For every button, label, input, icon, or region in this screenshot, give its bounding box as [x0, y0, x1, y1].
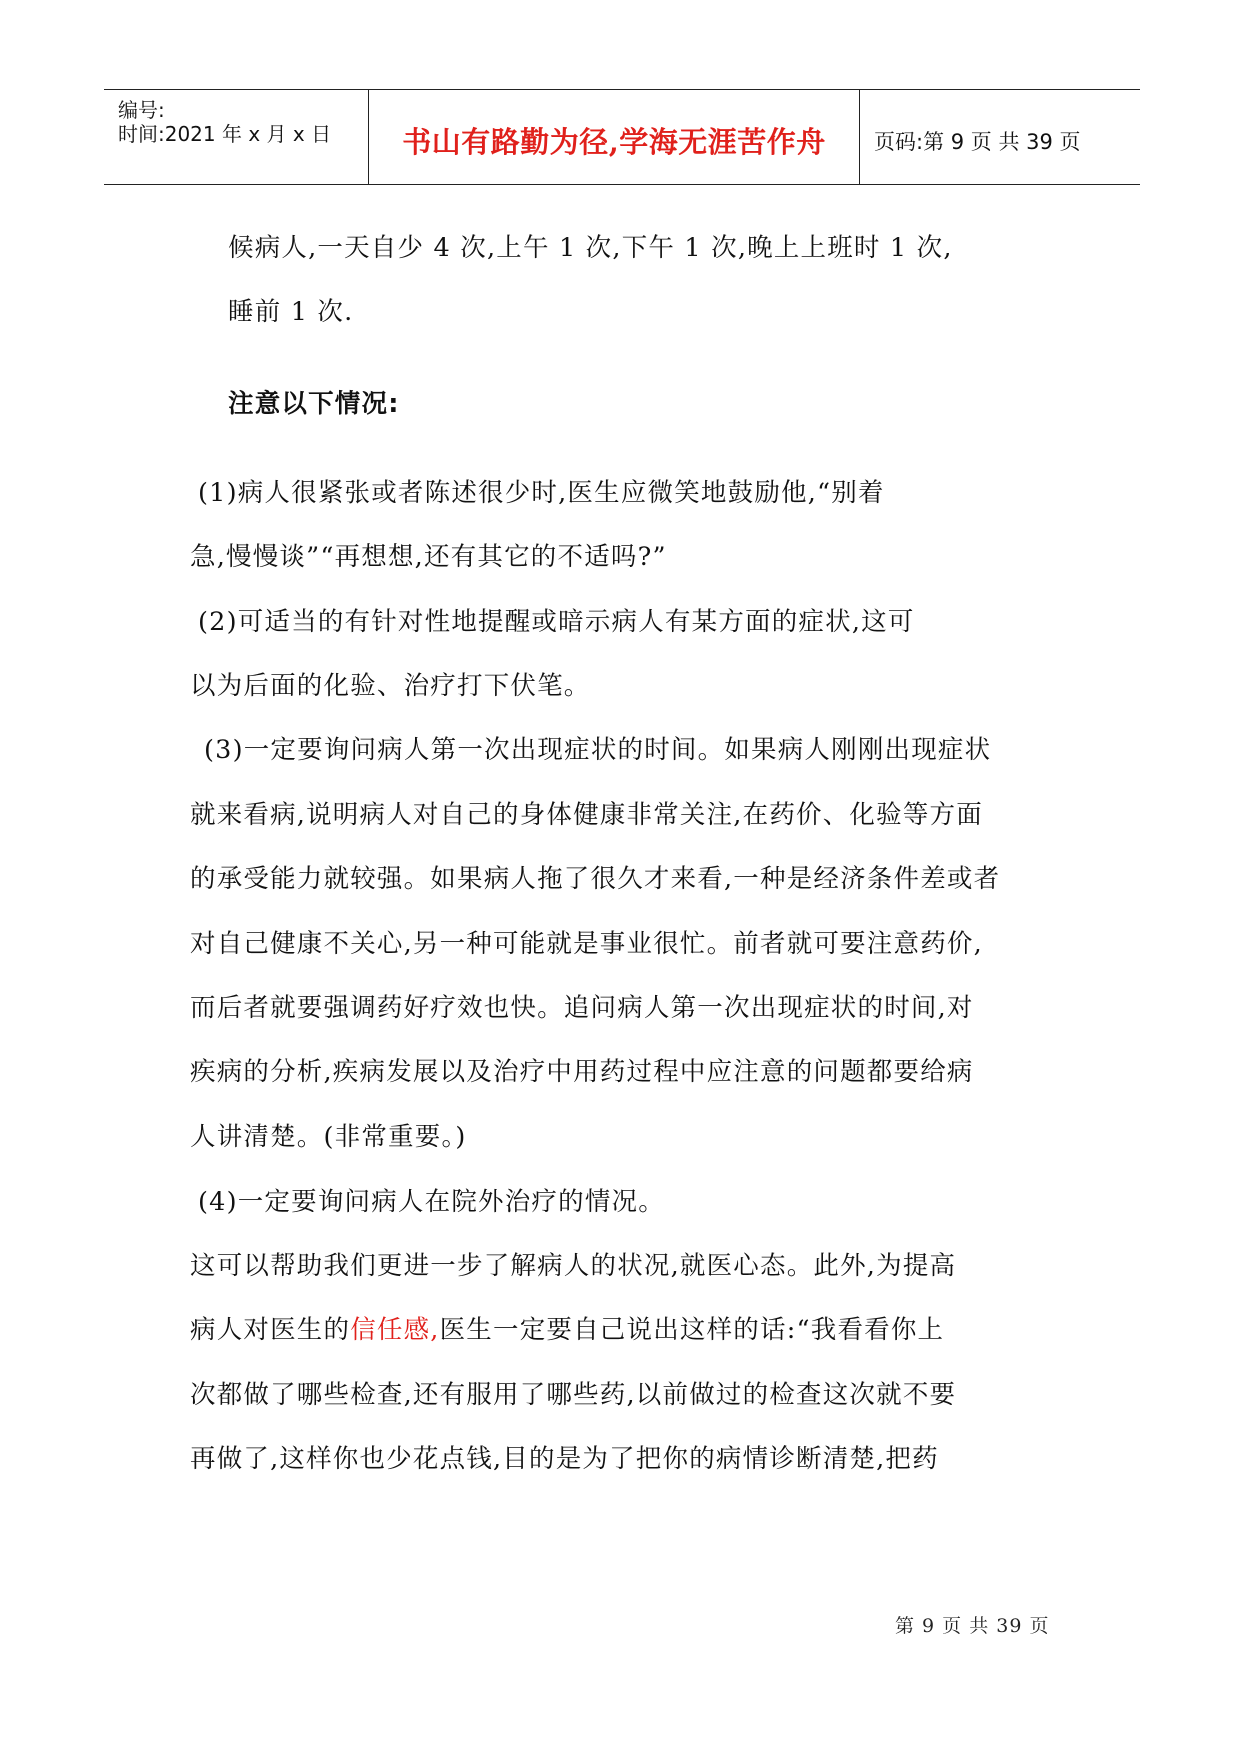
body-line: (1)病人很紧张或者陈述很少时,医生应微笑地鼓励他,“别着 — [198, 478, 885, 508]
body-line: 急,慢慢谈”“再想想,还有其它的不适吗?” — [190, 542, 667, 572]
motto-text: 书山有路勤为径,学海无涯苦作舟 — [402, 125, 826, 159]
header-motto-cell — [368, 90, 860, 184]
header-info-cell — [104, 90, 368, 184]
body-line: 人讲清楚。(非常重要。) — [190, 1122, 467, 1152]
body-line: (2)可适当的有针对性地提醒或暗示病人有某方面的症状,这可 — [198, 607, 915, 637]
body-line: 这可以帮助我们更进一步了解病人的状况,就医心态。此外,为提高 — [190, 1251, 957, 1281]
body-line: (4)一定要询问病人在院外治疗的情况。 — [198, 1187, 665, 1217]
body-line: 而后者就要强调药好疗效也快。追问病人第一次出现症状的时间,对 — [190, 993, 974, 1023]
body-line: 次都做了哪些检查,还有服用了哪些药,以前做过的检查这次就不要 — [190, 1380, 957, 1410]
body-line — [190, 1310, 944, 1346]
body-line: 候病人,一天自少 4 次,上午 1 次,下午 1 次,晚上上班时 1 次, — [228, 233, 953, 263]
body-line: 就来看病,说明病人对自己的身体健康非常关注,在药价、化验等方面 — [190, 800, 983, 830]
body-line: 睡前 1 次. — [228, 297, 354, 327]
serial-label: 编号: — [118, 98, 165, 122]
body-line: 再做了,这样你也少花点钱,目的是为了把你的病情诊断清楚,把药 — [190, 1444, 939, 1474]
body-line: 以为后面的化验、治疗打下伏笔。 — [190, 671, 591, 701]
body-text: 医生一定要自己说出这样的话:“我看看你上 — [439, 1315, 945, 1345]
body-text: 病人对医生的 — [190, 1315, 351, 1345]
page-footer: 第 9 页 共 39 页 — [895, 1615, 1050, 1637]
page-header — [104, 89, 1140, 185]
header-page-cell — [860, 90, 1140, 184]
highlight-trust: 信任感, — [350, 1315, 440, 1345]
body-line: (3)一定要询问病人第一次出现症状的时间。如果病人刚刚出现症状 — [204, 735, 992, 765]
time-label: 时间:2021 年 x 月 x 日 — [118, 122, 332, 146]
body-line: 的承受能力就较强。如果病人拖了很久才来看,一种是经济条件差或者 — [190, 864, 1001, 894]
header-page-ref: 页码:第 9 页 共 39 页 — [874, 130, 1081, 154]
body-line: 对自己健康不关心,另一种可能就是事业很忙。前者就可要注意药价, — [190, 929, 983, 959]
section-heading: 注意以下情况: — [228, 389, 400, 419]
body-line: 疾病的分析,疾病发展以及治疗中用药过程中应注意的问题都要给病 — [190, 1057, 974, 1087]
